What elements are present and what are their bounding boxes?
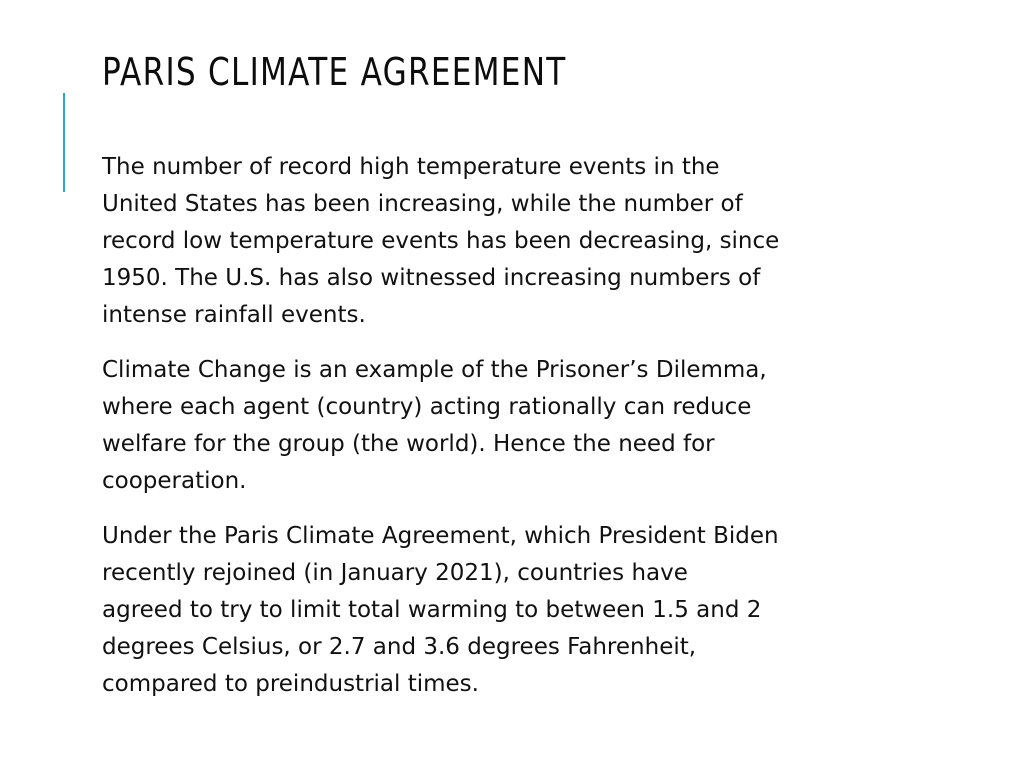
text-line: agreed to try to limit total warming to between 1.5 and 2 — [102, 597, 762, 623]
text-line: degrees Celsius, or 2.7 and 3.6 degrees Fahrenheit, — [102, 634, 697, 660]
slide-title: PARIS CLIMATE AGREEMENT — [102, 50, 567, 94]
text-line: compared to preindustrial times. — [102, 671, 479, 697]
text-line: welfare for the group (the world). Hence the need for — [102, 431, 715, 457]
text-line: The number of record high temperature events in the — [102, 154, 720, 180]
accent-bar — [63, 93, 65, 192]
text-line: where each agent (country) acting rationally can reduce — [102, 394, 752, 420]
text-line: Under the Paris Climate Agreement, which President Biden — [102, 523, 779, 549]
slide-body — [102, 149, 902, 721]
text-line: Climate Change is an example of the Prisoner’s Dilemma, — [102, 357, 767, 383]
paragraph-paris-agreement — [102, 518, 902, 703]
text-line: United States has been increasing, while the number of — [102, 191, 743, 217]
paragraph-prisoners-dilemma — [102, 352, 902, 500]
text-line: record low temperature events has been decreasing, since — [102, 228, 780, 254]
text-line: 1950. The U.S. has also witnessed increasing numbers of — [102, 265, 761, 291]
text-line: cooperation. — [102, 468, 247, 494]
text-line: recently rejoined (in January 2021), countries have — [102, 560, 688, 586]
text-line: intense rainfall events. — [102, 302, 366, 328]
paragraph-record-temperatures — [102, 149, 902, 334]
